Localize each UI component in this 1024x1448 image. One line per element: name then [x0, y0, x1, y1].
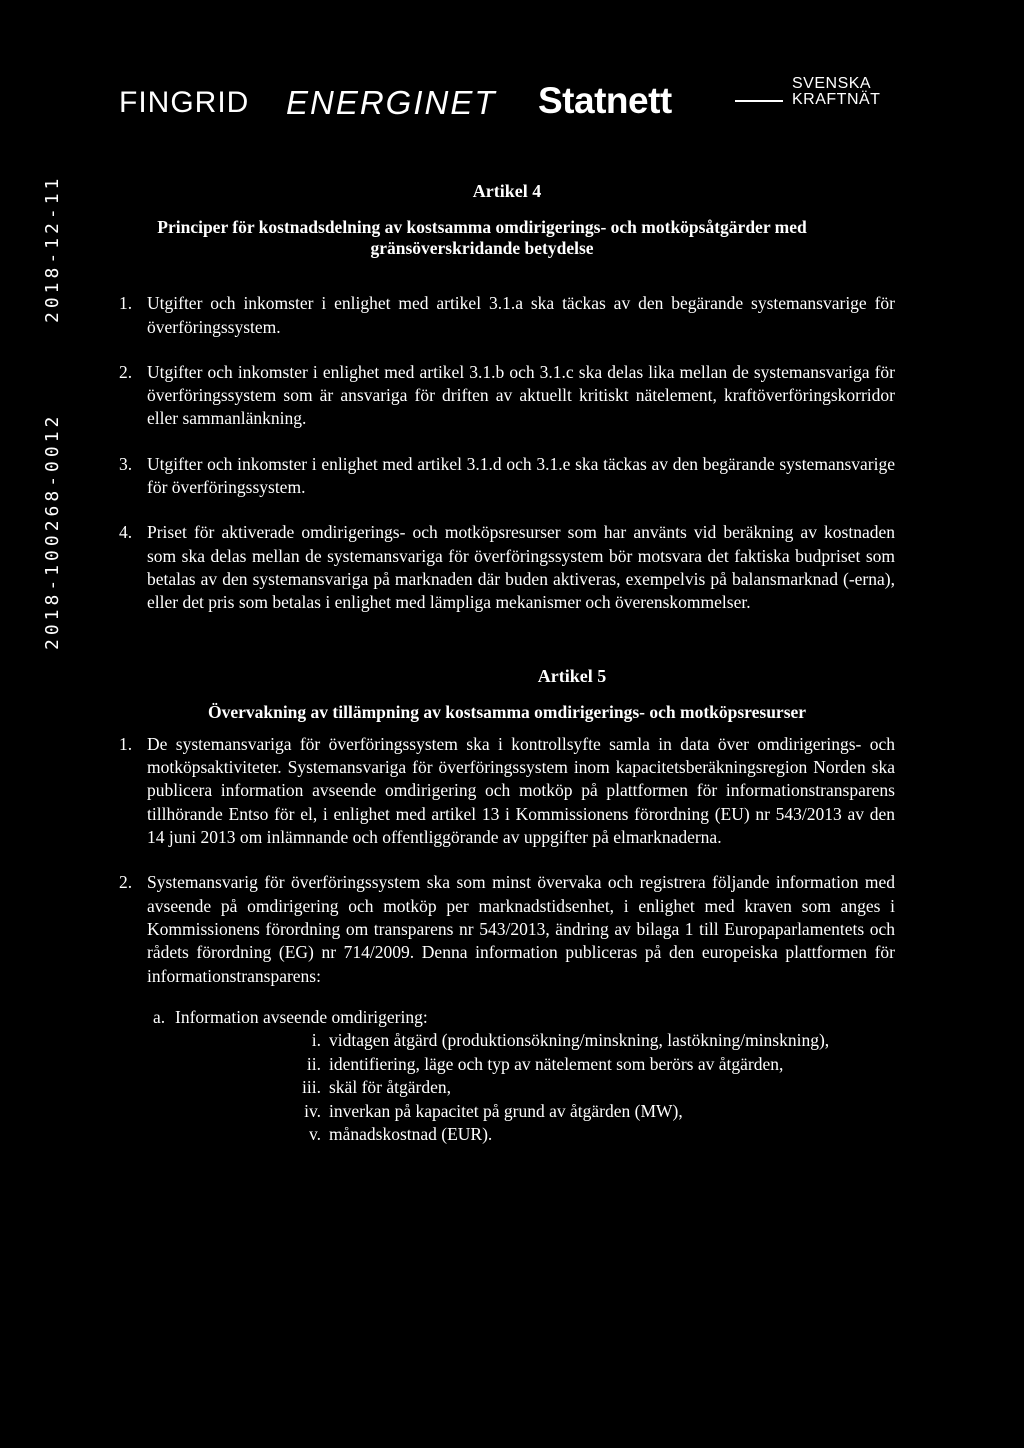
sublist-a-number: a.: [153, 1006, 166, 1027]
margin-id-text: 2018-100268-0012: [42, 412, 63, 650]
sublist-a-text: Information avseende omdirigering:: [175, 1006, 428, 1027]
item-number: 4.: [119, 522, 133, 543]
svenska-kraftnat-logo: [792, 76, 880, 108]
svenska-kraftnat-logo-line1: SVENSKA: [792, 75, 872, 92]
article-4-title: Artikel 4: [472, 181, 542, 201]
item-text: De systemansvariga för överföringssystem ska i kontrollsyfte samla in data över omdirigerings- och motköpsaktiviteter. Systemansvariga för överföringssystem inom kapacitetsberäkningsregion Norden ska publicera information avseende omdirigering och motköp på plattformen för informationstransparens tillhörande Entso för el, i enlighet med artikel 13 i Kommissionens förordning (EU) nr 543/2013 av den 14 juni 2013 om inlämnande och offentliggörande av uppgifter på elmarknaderna.: [147, 733, 895, 848]
article-4-item-2: [119, 361, 895, 431]
logo-bar: [0, 74, 1024, 124]
roman-number: v.: [309, 1124, 321, 1145]
sublist-item-i: [153, 1029, 895, 1053]
article-4-item-1: [119, 292, 895, 339]
roman-number: ii.: [306, 1053, 321, 1074]
article-5-sublist: [119, 1006, 895, 1147]
article-5-subtitle: Övervakning av tillämpning av kostsamma omdirigerings- och motköpsresurser: [207, 701, 807, 722]
roman-text: skäl för åtgärden,: [329, 1077, 451, 1098]
svenska-kraftnat-logo-line2: KRAFTNÄT: [792, 91, 881, 108]
roman-number: i.: [311, 1030, 321, 1051]
article-4-item-4: [119, 521, 895, 614]
item-text: Systemansvarig för överföringssystem ska som minst övervaka och registrera följande information med avseende på omdirigering och motköp per marknadstidsenhet, i enlighet med kraven som anges i Kommissionens förordning om transparens nr 543/2013, ändring av bilaga 1 till Europaparlamentets och rådets förordning (EG) nr 714/2009. Denna information publiceras på den europeiska plattformen för informationstransparens:: [147, 872, 895, 986]
article-4-item-3: [119, 453, 895, 500]
roman-text: inverkan på kapacitet på grund av åtgärden (MW),: [329, 1100, 683, 1121]
article-5-item-2: [119, 871, 895, 987]
roman-number: iii.: [302, 1077, 321, 1098]
article-5-title: Artikel 5: [537, 665, 607, 686]
roman-text: månadskostnad (EUR).: [329, 1124, 493, 1145]
item-text: Priset för aktiverade omdirigerings- och motköpsresurser som har använts vid beräkning av kostnaden som ska delas mellan de systemansvariga för överföringssystem bör motsvara det faktiska budpriset som betalas av den systemansvariga på marknaden där buden aktiveras, exempelvis på balansmarknad (-erna), eller det pris som betalas i enlighet med lämpliga mekanismer och överenskommelser.: [147, 522, 895, 613]
roman-number: iv.: [304, 1100, 321, 1121]
fingrid-logo: FINGRID: [119, 86, 250, 119]
item-number: 1.: [119, 293, 133, 314]
margin-date-text: 2018-12-11: [42, 174, 63, 323]
item-number: 1.: [119, 733, 133, 754]
sublist-item-v: [153, 1123, 895, 1147]
item-text: Utgifter och inkomster i enlighet med artikel 3.1.d och 3.1.e ska täckas av den begärande systemansvarige för överföringssystem.: [147, 453, 895, 498]
item-number: 2.: [119, 872, 133, 893]
item-number: 3.: [119, 453, 133, 474]
svenska-kraftnat-logo-line: [735, 100, 783, 102]
document-body: [119, 180, 895, 1147]
roman-text: vidtagen åtgärd (produktionsökning/minskning, lastökning/minskning),: [329, 1030, 830, 1051]
roman-text: identifiering, läge och typ av nätelement som berörs av åtgärden,: [329, 1053, 784, 1074]
item-text: Utgifter och inkomster i enlighet med artikel 3.1.a ska täckas av den begärande systemansvarige för överföringssystem.: [147, 293, 895, 337]
statnett-logo: Statnett: [538, 80, 672, 121]
sublist-a-heading: [153, 1006, 895, 1029]
item-number: 2.: [119, 361, 133, 382]
item-text: Utgifter och inkomster i enlighet med artikel 3.1.b och 3.1.c ska delas lika mellan de systemansvariga för överföringssystem som är ansvariga för driften av aktuellt kritiskt nätelement, kraftöverföringskorridor eller sammanlänkning.: [147, 361, 895, 429]
sublist-item-ii: [153, 1053, 895, 1077]
sublist-item-iv: [153, 1100, 895, 1124]
energinet-logo: ENERGINET: [286, 84, 497, 121]
article-5-item-1: [119, 733, 895, 849]
article-4-subtitle: Principer för kostnadsdelning av kostsamma omdirigerings- och motköpsåtgärder med gränsöverskridande betydelse: [157, 217, 807, 259]
sublist-item-iii: [153, 1076, 895, 1100]
